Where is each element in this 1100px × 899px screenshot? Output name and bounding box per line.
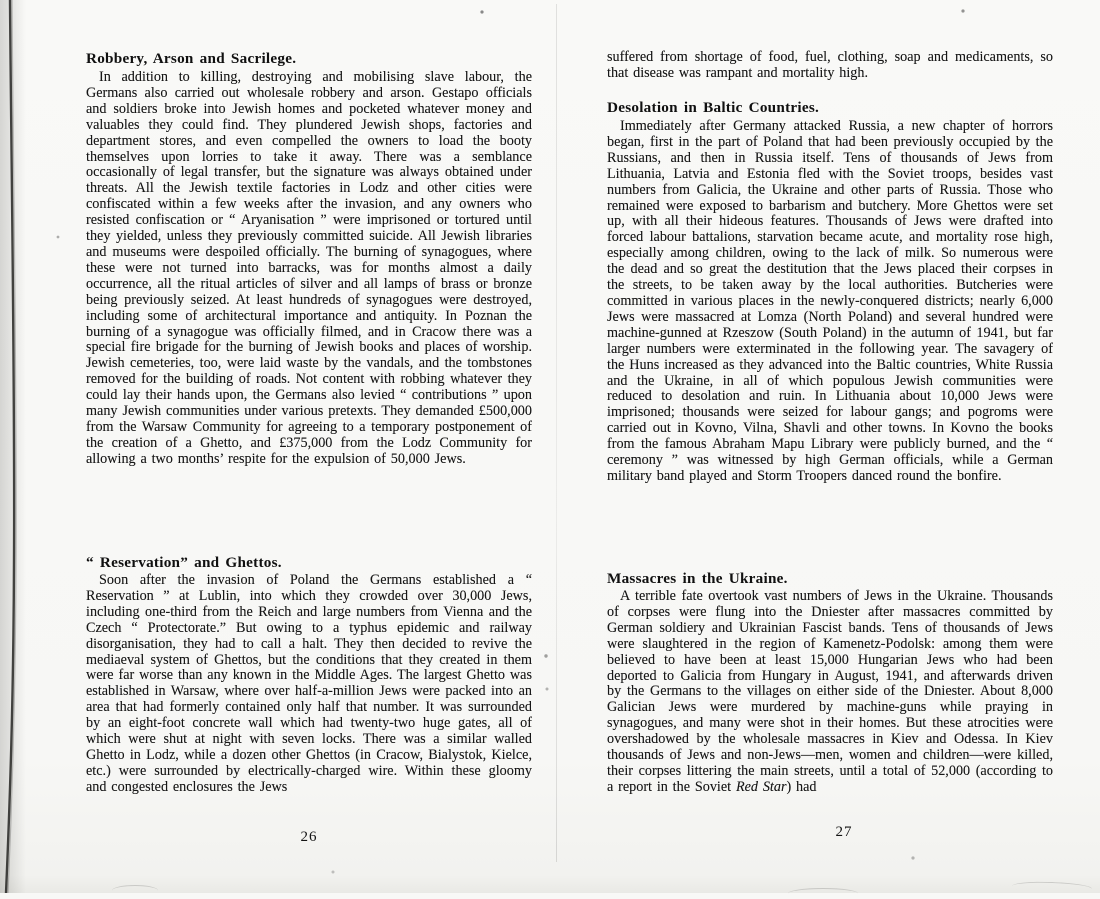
section-heading-massacres: Massacres in the Ukraine.: [607, 570, 788, 587]
page-gutter-line: [556, 4, 557, 862]
right-page: [607, 0, 1053, 893]
paragraph-reservation: Soon after the invasion of Poland the Germans established a “ Reservation ” at Lublin, into which they crowded over 30,000 Jews, including one-third from the Reich and large numbers from Vienna and the Czech “ Protectorate.” But owing to a typhus epidemic and railway disorganisation, they had to call a halt. They then decided to revive the mediaeval system of Ghettos, but the conditions that they created in them were far worse than any known in the Middle Ages. The largest Ghetto was established in Warsaw, where over half-a-million Jews were packed into an area that had formerly contained only half that number. It was surrounded by an eight-foot concrete wall which had twenty-two huge gates, all of which were shut at night with seven locks. There was a similar walled Ghetto in Lodz, while a dozen other Ghettos (in Cracow, Bialystok, Kielce, etc.) were surrounded by electrically-charged wire. Within these gloomy and congested enclosures the Jews: [86, 572, 532, 795]
section-heading-reservation: “ Reservation” and Ghettos.: [86, 554, 282, 571]
section-heading-desolation: Desolation in Baltic Countries.: [607, 99, 820, 116]
page-number-left: 26: [300, 829, 318, 845]
paragraph-desolation: Immediately after Germany attacked Russia, a new chapter of horrors began, first in the part of Poland that had been previously occupied by the Russians, and then in Russia itself. Tens of thousands of Jews from Lithuania, Latvia and Estonia fled with the Soviet troops, besides vast numbers from Galicia, the Ukraine and other parts of Russia. Those who remained were exposed to barbarism and butchery. More Ghettos were set up, with all their hideous features. Thousands of Jews were drafted into forced labour battalions, starvation became acute, and mortality rose high, especially among children, owing to the lack of milk. So numerous were the dead and so great the destitution that the Jews placed their corpses in the streets, to be taken away by the local authorities. Butcheries were committed in various places in the newly-conquered districts; nearly 6,000 Jews were massacred at Lomza (North Poland) and several hundred were machine-gunned at Rzeszow (South Poland) in the autumn of 1941, but far larger numbers were exterminated in the following year. The savagery of the Huns increased as they advanced into the Baltic countries, White Russia and the Ukraine, in all of which populous Jewish communities were reduced to desolation and ruin. In Lithuania about 10,000 Jews were imprisoned; thousands were seized for labour gangs; and pogroms were carried out in Kovno, Vilna, Shavli and other towns. In Kovno the books from the famous Abraham Mapu Library were publicly burned, and the “ ceremony ” was witnessed by high German officials, while a German military band played and Storm Troopers danced round the bonfire.: [607, 118, 1053, 484]
paragraph-massacres-end: ) had: [786, 778, 817, 795]
paragraph-massacres-text: A terrible fate overtook vast numbers of Jews in the Ukraine. Thousands of corpses were flung into the Dniester after massacres committed by German soldiery and Ukrainian Fascist bands. Tens of thousands of Jews were slaughtered in the region of Kamenetz-Podolsk: among them were believed to have been at least 15,000 Hungarian Jews who had been deported to Galicia from Hungary in August, 1941, and afterwards driven by the Germans to the villages on either side of the Dniester. About 8,000 Galician Jews were murdered by machine-guns while praying in synagogues, and many were shot in their homes. But these atrocities were overshadowed by the wholesale massacres in Kiev and Odessa. In Kiev thousands of Jews and non-Jews—men, women and children—were killed, their corpses littering the main streets, until a total of 52,000 (according to a report in the Soviet: [607, 588, 1053, 795]
red-star-italic: Red Star: [735, 778, 787, 795]
paragraph-massacres: [607, 589, 1053, 796]
continuation-paragraph: suffered from shortage of food, fuel, clothing, soap and medicaments, so that disease was rampant and mortality high.: [607, 49, 1053, 81]
scan-noise: [0, 0, 2, 2]
section-heading-robbery: Robbery, Arson and Sacrilege.: [86, 50, 297, 67]
paragraph-robbery: In addition to killing, destroying and mobilising slave labour, the Germans also carried out wholesale robbery and arson. Gestapo officials and soldiers broke into Jewish homes and pocketed whatever money and valuables they could find. They plundered Jewish shops, factories and department stores, and even compelled the owners to load the booty themselves upon lorries to take it away. There was a semblance occasionally of legal transfer, but the signature was always obtained under threats. All the Jewish textile factories in Lodz and other cities were confiscated within a few weeks after the invasion, and any owners who resisted confiscation or “ Aryanisation ” were imprisoned or tortured until they yielded, unless they previously committed suicide. All Jewish libraries and museums were despoiled officially. The burning of synagogues, where these were not turned into barracks, was for months almost a daily occurrence, all the ritual articles of silver and all lamps of brass or bronze being previously seized. At least hundreds of synagogues were destroyed, including some of architectural importance and antiquity. In Poznan the burning of a synagogue was officially filmed, and in Cracow there was a special fire brigade for the burning of Jewish books and places of worship. Jewish cemeteries, too, were laid waste by the vandals, and the tombstones removed for the building of roads. Not content with robbing whatever they could lay their hands upon, the Germans also levied “ contributions ” upon many Jewish communities under various pretexts. They demanded £500,000 from the Warsaw Community for agreeing to a temporary postponement of the creation of a Ghetto, and £375,000 from the Lodz Community for allowing a two months’ respite for the expulsion of 50,000 Jews.: [86, 69, 532, 467]
book-spine-edge: [0, 0, 40, 893]
left-page: [86, 0, 532, 893]
page-number-right: 27: [835, 824, 853, 840]
